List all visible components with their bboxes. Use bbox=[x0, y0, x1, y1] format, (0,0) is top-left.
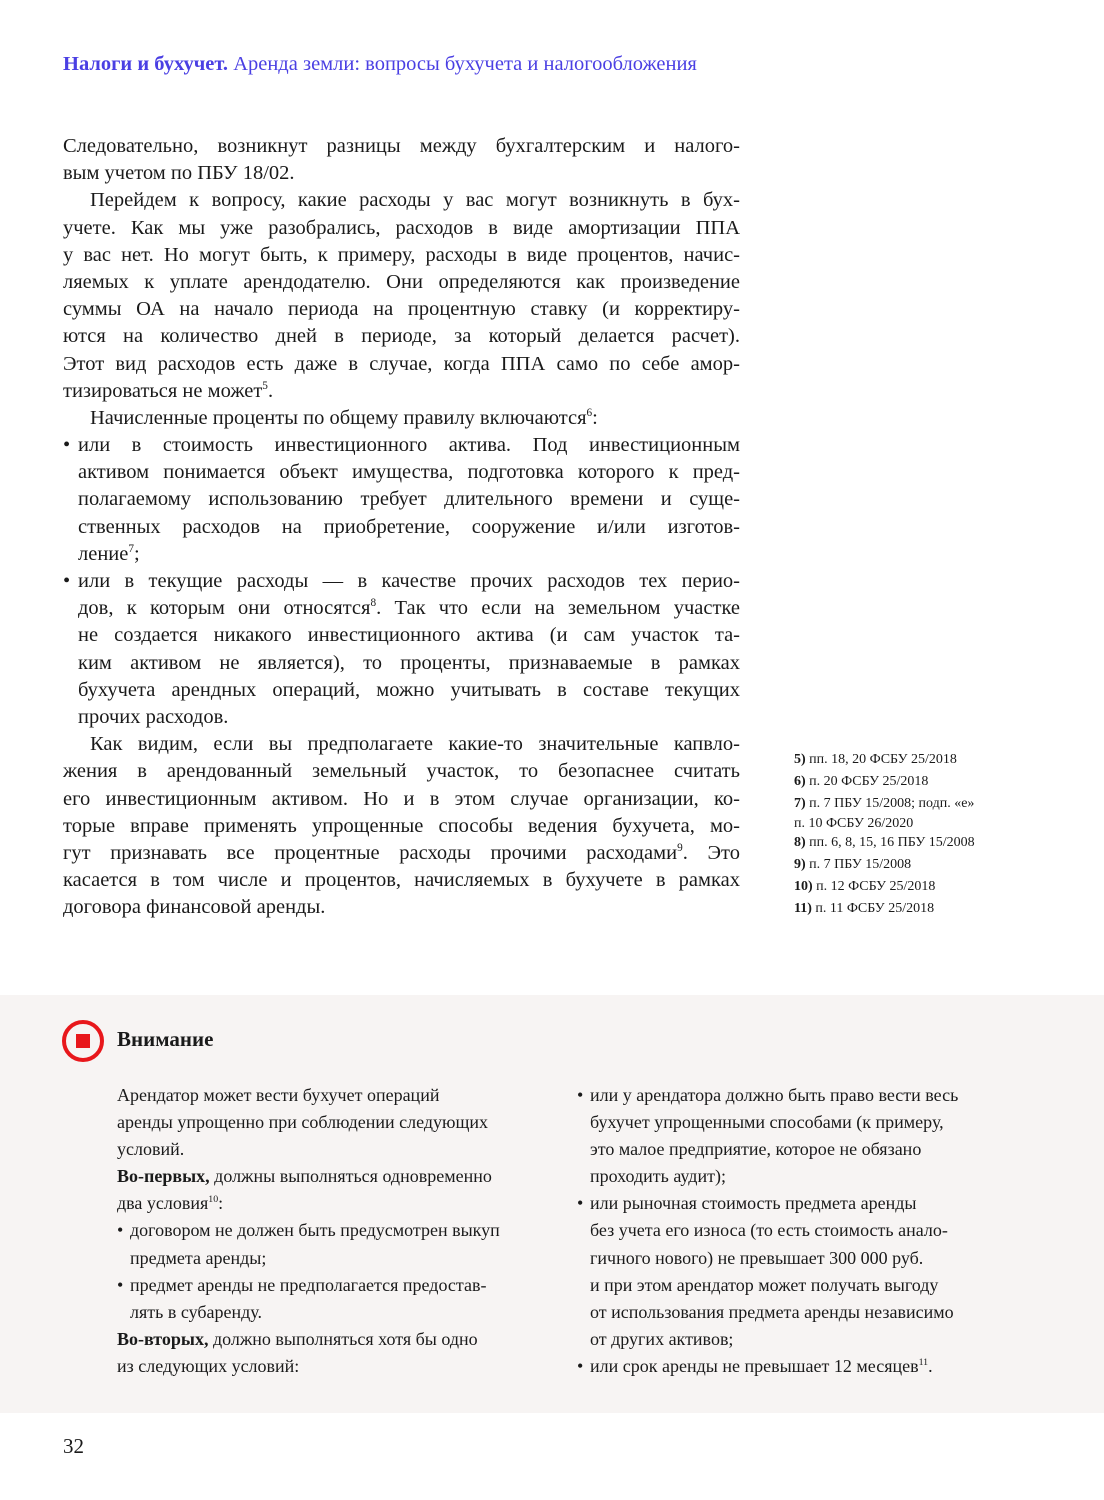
text-line bbox=[117, 1109, 557, 1136]
text-run: договором не должен быть предусмотрен выкуп bbox=[130, 1220, 500, 1241]
text-run: суммы ОА на начало периода на процентную ставку (и корректиру- bbox=[63, 298, 740, 321]
text-run: полагаемому использованию требует длительного времени и суще- bbox=[78, 488, 740, 511]
bullet-item bbox=[577, 1190, 1017, 1353]
attention-title: Внимание bbox=[117, 1027, 214, 1051]
paragraph bbox=[63, 133, 740, 187]
text-line bbox=[63, 568, 740, 595]
footnote bbox=[794, 749, 975, 771]
text-line bbox=[63, 242, 740, 269]
text-line bbox=[63, 459, 740, 486]
text-run: аренды упрощенно при соблюдении следующих bbox=[117, 1112, 488, 1133]
text-line bbox=[577, 1353, 1017, 1380]
bullet-item bbox=[577, 1353, 1017, 1380]
footnote-text: п. 10 ФСБУ 26/2020 bbox=[794, 816, 914, 831]
text-run: гут признавать все процентные расходы прочими расходами bbox=[63, 841, 678, 864]
text-line bbox=[63, 486, 740, 513]
text-run: предмет аренды не предполагается предостав- bbox=[130, 1274, 487, 1295]
text-line bbox=[63, 378, 740, 405]
text-line bbox=[117, 1190, 557, 1217]
text-line bbox=[63, 405, 740, 432]
text-run: два условия bbox=[117, 1193, 209, 1214]
paragraph bbox=[117, 1326, 557, 1380]
text-run: должны выполняться одновременно bbox=[209, 1166, 492, 1187]
text-run: . bbox=[267, 379, 274, 402]
header-section: Налоги и бухучет. bbox=[63, 53, 229, 75]
bullet-item bbox=[577, 1082, 1017, 1190]
text-line bbox=[117, 1082, 557, 1109]
text-run: торые вправе применять упрощенные способы ведения бухучета, мо- bbox=[63, 814, 740, 837]
text-line bbox=[577, 1082, 1017, 1109]
text-run: прочих расходов. bbox=[78, 705, 229, 728]
text-run: бухучет упрощенными способами (к примеру, bbox=[590, 1112, 944, 1133]
footnote bbox=[794, 793, 975, 832]
text-line bbox=[63, 867, 740, 894]
bullet-icon: • bbox=[117, 1220, 124, 1241]
paragraph bbox=[117, 1163, 557, 1217]
footnote bbox=[794, 898, 975, 920]
text-run: не создается никакого инвестиционного актива (и сам участок та- bbox=[78, 624, 740, 647]
bullet-icon: • bbox=[577, 1193, 584, 1214]
text-line bbox=[577, 1190, 1017, 1217]
text-line bbox=[117, 1353, 557, 1380]
paragraph bbox=[63, 731, 740, 921]
text-line bbox=[117, 1272, 557, 1299]
text-line bbox=[63, 514, 740, 541]
text-run: учете. Как мы уже разобрались, расходов в виде амортизации ППА bbox=[63, 216, 740, 239]
text-line bbox=[63, 187, 740, 214]
bold-lead: Во-первых, bbox=[117, 1166, 210, 1187]
footnote-text: п. 7 ПБУ 15/2008 bbox=[809, 857, 912, 872]
text-run: вым учетом по ПБУ 18/02. bbox=[63, 162, 295, 185]
text-run: от других активов; bbox=[590, 1328, 734, 1349]
footnote-ref: 8 bbox=[370, 597, 377, 610]
text-line bbox=[577, 1299, 1017, 1326]
bullet-icon: • bbox=[63, 434, 71, 457]
text-line bbox=[63, 160, 740, 187]
footnotes bbox=[794, 749, 975, 920]
footnote-text: пп. 6, 8, 15, 16 ПБУ 15/2008 bbox=[809, 835, 975, 850]
text-line bbox=[577, 1163, 1017, 1190]
text-run: Этот вид расходов есть даже в случае, когда ППА само по себе амор- bbox=[63, 352, 740, 375]
page-number: 32 bbox=[63, 1434, 84, 1458]
text-run: . Это bbox=[682, 841, 740, 864]
text-line bbox=[63, 704, 740, 731]
bullet-item bbox=[63, 432, 740, 568]
footnote-text: п. 20 ФСБУ 25/2018 bbox=[809, 774, 929, 789]
text-run: у вас нет. Но могут быть, к примеру, расходы в виде процентов, начис- bbox=[63, 243, 740, 266]
text-line bbox=[63, 813, 740, 840]
text-run: активом понимается объект имущества, подготовка которого к пред- bbox=[78, 461, 740, 484]
text-run: Арендатор может вести бухучет операций bbox=[117, 1085, 440, 1105]
text-run: ; bbox=[134, 542, 140, 565]
text-line bbox=[63, 323, 740, 350]
text-run: : bbox=[218, 1193, 224, 1214]
text-run: от использования предмета аренды независимо bbox=[590, 1301, 954, 1322]
text-line bbox=[63, 269, 740, 296]
text-line bbox=[117, 1136, 557, 1163]
footnote-number: 8) bbox=[794, 835, 806, 850]
text-run: . bbox=[928, 1355, 933, 1376]
bullet-item bbox=[117, 1272, 557, 1326]
text-line bbox=[577, 1245, 1017, 1272]
footnote-number: 10) bbox=[794, 879, 813, 894]
text-run: бухучета арендных операций, можно учитывать в составе текущих bbox=[78, 678, 740, 701]
text-line bbox=[577, 1217, 1017, 1244]
text-run: . Так что если на земельном участке bbox=[376, 597, 740, 620]
main-text bbox=[63, 133, 740, 921]
text-run: лять в субаренду. bbox=[130, 1301, 262, 1322]
footnote-text: п. 7 ПБУ 15/2008; подп. «е» bbox=[809, 796, 975, 811]
text-run: Перейдем к вопросу, какие расходы у вас могут возникнуть в бух- bbox=[90, 189, 740, 212]
attention-right-column bbox=[577, 1082, 1017, 1380]
text-run: или рыночная стоимость предмета аренды bbox=[590, 1193, 917, 1214]
paragraph bbox=[117, 1082, 557, 1163]
text-line bbox=[63, 650, 740, 677]
bullet-item bbox=[117, 1217, 557, 1271]
text-run: ление bbox=[78, 542, 129, 565]
text-run: Начисленные проценты по общему правилу включаются bbox=[90, 406, 587, 429]
bullet-item bbox=[63, 568, 740, 731]
text-run: договора финансовой аренды. bbox=[63, 896, 326, 919]
footnote-ref: 11 bbox=[918, 1357, 929, 1369]
text-run: или у арендатора должно быть право вести весь bbox=[590, 1085, 959, 1105]
footnote-number: 9) bbox=[794, 857, 806, 872]
text-line bbox=[117, 1326, 557, 1353]
text-run: тизироваться не может bbox=[63, 379, 263, 402]
attention-left-column bbox=[117, 1082, 557, 1380]
text-line bbox=[63, 541, 740, 568]
text-run: гичного нового) не превышает 300 000 руб. bbox=[590, 1247, 924, 1268]
text-line bbox=[117, 1245, 557, 1272]
bold-lead: Во-вторых, bbox=[117, 1328, 209, 1349]
text-line bbox=[63, 731, 740, 758]
footnote-text: п. 11 ФСБУ 25/2018 bbox=[815, 901, 935, 916]
text-run: предмета аренды; bbox=[130, 1247, 267, 1268]
text-line bbox=[63, 894, 740, 921]
text-run: без учета его износа (то есть стоимость анало- bbox=[590, 1220, 948, 1241]
text-run: дов, к которым они относятся bbox=[78, 597, 371, 620]
stop-icon bbox=[62, 1020, 104, 1062]
text-run: ются на количество дней в периоде, за который делается расчет). bbox=[63, 325, 740, 348]
text-line bbox=[63, 296, 740, 323]
text-line bbox=[63, 677, 740, 704]
footnote-ref: 9 bbox=[677, 841, 683, 854]
bullet-icon: • bbox=[63, 570, 71, 592]
text-run: ким активом не является), то проценты, признаваемые в рамках bbox=[78, 651, 740, 674]
footnote-ref: 7 bbox=[128, 542, 135, 555]
text-run: это малое предприятие, которое не обязано bbox=[590, 1139, 922, 1160]
text-line bbox=[577, 1326, 1017, 1353]
footnote-number: 6) bbox=[794, 774, 806, 789]
footnote-number: 5) bbox=[794, 752, 806, 767]
text-run: должно выполняться хотя бы одно bbox=[208, 1328, 478, 1349]
text-line bbox=[63, 133, 740, 160]
footnote bbox=[794, 876, 975, 898]
header-title: Аренда земли: вопросы бухучета и налогообложения bbox=[233, 53, 697, 75]
text-run: касается в том числе и процентов, начисляемых в бухучете в рамках bbox=[63, 869, 740, 892]
text-run: ственных расходов на приобретение, сооружение и/или изготов- bbox=[78, 515, 740, 538]
paragraph bbox=[63, 405, 740, 432]
footnote-number: 11) bbox=[794, 901, 812, 916]
text-run: или срок аренды не превышает 12 месяцев bbox=[590, 1355, 919, 1376]
text-run: из следующих условий: bbox=[117, 1355, 300, 1376]
text-line bbox=[63, 622, 740, 649]
text-run: его инвестиционным активом. Но и в этом случае организации, ко- bbox=[63, 787, 740, 810]
footnote-ref: 6 bbox=[586, 406, 593, 419]
footnote bbox=[794, 832, 975, 854]
text-line bbox=[577, 1272, 1017, 1299]
text-line bbox=[63, 786, 740, 813]
text-run: ляемых к уплате арендодателю. Они определяются как произведение bbox=[63, 270, 740, 293]
text-run: : bbox=[592, 406, 598, 429]
text-line bbox=[117, 1299, 557, 1326]
text-run: жения в арендованный земельный участок, то безопаснее считать bbox=[63, 760, 740, 783]
text-line bbox=[63, 351, 740, 378]
bullet-icon: • bbox=[117, 1274, 124, 1295]
paragraph bbox=[63, 187, 740, 405]
footnote-ref: 10 bbox=[208, 1194, 219, 1206]
footnote-ref: 5 bbox=[262, 379, 268, 392]
footnote bbox=[794, 771, 975, 793]
text-line bbox=[117, 1217, 557, 1244]
footnote-text: п. 12 ФСБУ 25/2018 bbox=[816, 879, 936, 894]
text-line bbox=[63, 840, 740, 867]
text-run: и при этом арендатор может получать выгоду bbox=[590, 1274, 939, 1295]
text-run: условий. bbox=[117, 1139, 185, 1160]
text-line bbox=[63, 595, 740, 622]
text-run: или в текущие расходы — в качестве прочих расходов тех перио- bbox=[78, 570, 740, 592]
text-line bbox=[577, 1136, 1017, 1163]
text-run: проходить аудит); bbox=[590, 1166, 726, 1187]
footnote-number: 7) bbox=[794, 796, 806, 811]
bullet-icon: • bbox=[577, 1355, 584, 1376]
footnote-text: пп. 18, 20 ФСБУ 25/2018 bbox=[809, 752, 957, 767]
running-header bbox=[63, 53, 697, 76]
text-line bbox=[63, 758, 740, 785]
text-run: или в стоимость инвестиционного актива. Под инвестиционным bbox=[78, 434, 740, 457]
text-run: Как видим, если вы предполагаете какие-то значительные капвло- bbox=[90, 733, 740, 756]
text-line bbox=[63, 215, 740, 242]
text-run: Следовательно, возникнут разницы между бухгалтерским и налого- bbox=[63, 135, 740, 157]
text-line bbox=[63, 432, 740, 459]
bullet-icon: • bbox=[577, 1085, 584, 1105]
footnote bbox=[794, 854, 975, 876]
text-line bbox=[117, 1163, 557, 1190]
text-line bbox=[577, 1109, 1017, 1136]
